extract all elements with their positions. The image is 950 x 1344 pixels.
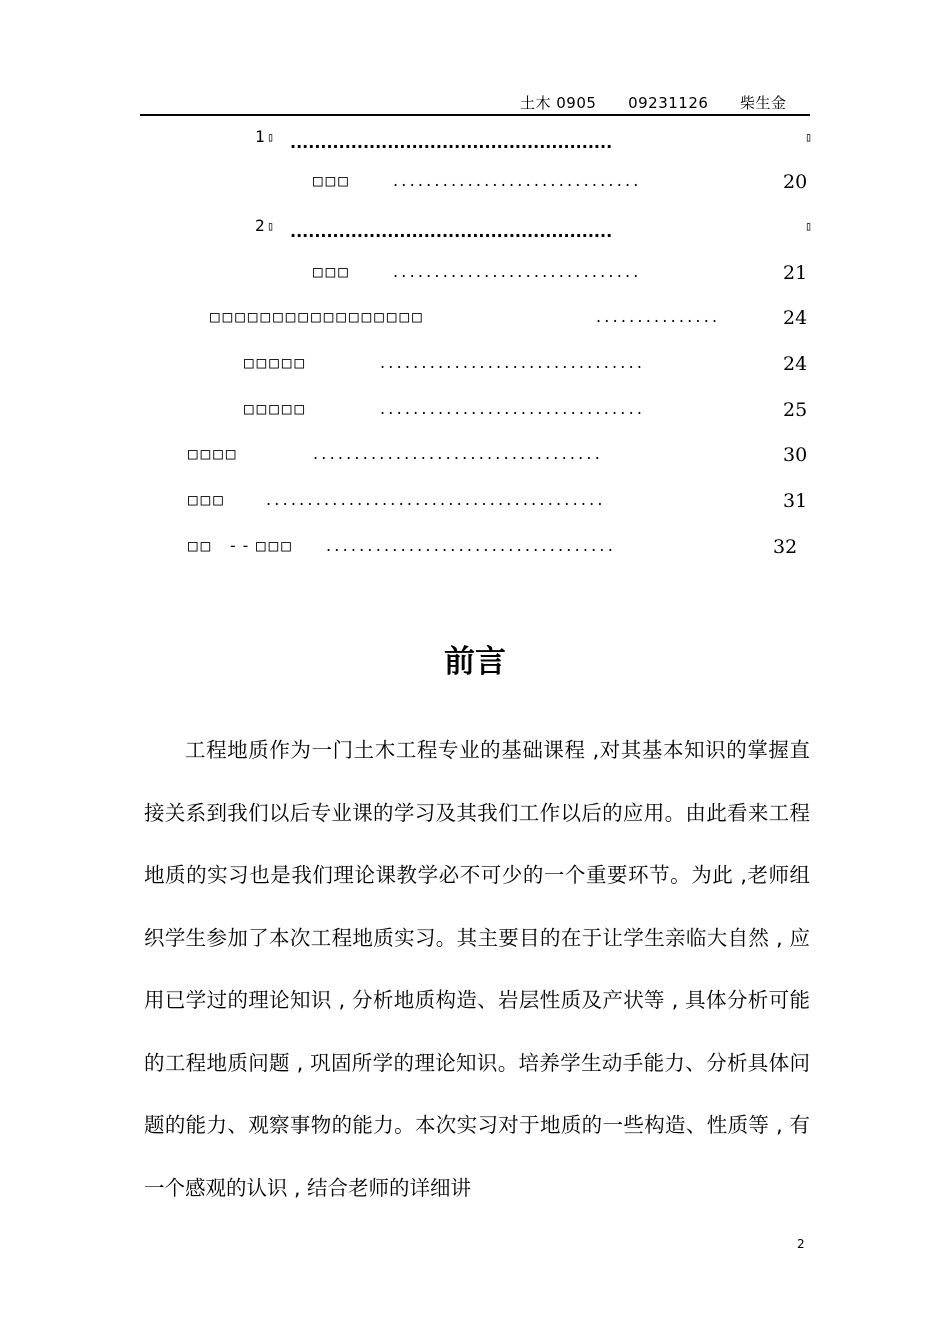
toc-entry[interactable] (313, 262, 813, 290)
toc-entry-leader: ................................ (380, 399, 646, 418)
toc-entry-label: □□□□□ (244, 399, 308, 418)
missing-glyph-icon: ▯ (805, 219, 816, 233)
toc-entry-label: 2 (255, 216, 268, 235)
missing-glyph-icon: ▯ (267, 219, 278, 233)
header-rule (140, 114, 810, 116)
toc-entry-label: □□□□ (188, 444, 239, 463)
toc-entry-label: □□□ (188, 490, 226, 509)
toc-entry[interactable] (188, 444, 813, 472)
toc-entry[interactable] (210, 307, 810, 335)
toc-entry[interactable] (313, 171, 813, 199)
section-title: 前言 (444, 644, 506, 680)
toc-entry-page: 32 (773, 536, 798, 558)
toc-entry-label: □□□ (313, 262, 351, 281)
toc-entry-page: 30 (783, 444, 808, 466)
toc-entry-label: □□□□□ (244, 353, 308, 372)
toc-entry-label: □□ (188, 536, 214, 555)
toc-entry[interactable] (255, 127, 815, 155)
toc-entry-page: 24 (783, 353, 808, 375)
toc-entry-page: 25 (783, 399, 808, 421)
toc-entry[interactable] (244, 353, 814, 381)
body-paragraph: 工程地质作为一门土木工程专业的基础课程 ,对其基本知识的掌握直接关系到我们以后专业课的学习及其我们工作以后的应用。由此看来工程地质的实习也是我们理论课教学必不可少的一个重要环节。为此 ,老师组织学生参加了本次工程地质实习。其主要目的在于让学生亲临大自然 , 应用已学过的理论知识 , 分析地质构造、岩层性质及产状等 , 具体分析可能的工程地质问题 , 巩固所学的理论知识。培养学生动手能力、分析具体问题的能力、观察事物的能力。本次实习对于地质的一些构造、性质等 , 有一个感观的认识 , 结合老师的详细讲 (144, 738, 810, 1200)
toc-entry-leader: ................................ (380, 353, 646, 372)
toc-entry[interactable] (188, 490, 813, 518)
toc-entry-page: 20 (783, 171, 808, 193)
toc-entry[interactable] (244, 399, 814, 427)
toc-entry-label: □□□□□□□□□□□□□□□□□ (210, 307, 425, 326)
toc-entry-label: □□□ (256, 536, 294, 555)
toc-entry-leader: ..................................................... (290, 133, 613, 152)
missing-glyph-icon: ▯ (805, 130, 816, 144)
toc-entry-page: 31 (783, 490, 808, 512)
header-name: 柴生金 (740, 94, 787, 112)
header-student-id: 09231126 (628, 94, 709, 112)
page-header (520, 92, 810, 113)
toc-entry-label: 1 (255, 127, 268, 146)
toc-entry-leader: .............................. (393, 262, 642, 281)
header-class: 土木 0905 (520, 94, 597, 112)
toc-entry-leader: .............................. (393, 171, 642, 190)
toc-entry-leader: ................................... (326, 536, 617, 555)
toc-entry-leader: ..................................................... (290, 222, 613, 241)
toc-entry[interactable] (255, 216, 815, 244)
toc-entry-label: □□□ (313, 171, 351, 190)
toc-entry-leader: ............... (596, 307, 721, 326)
page-number: 2 (797, 1237, 805, 1251)
toc-entry-page: 21 (783, 262, 808, 284)
toc-entry-dash: -- (228, 536, 254, 555)
toc-entry-leader: ................................... (313, 444, 604, 463)
toc-entry-leader: ......................................... (266, 490, 606, 509)
toc-entry[interactable] (188, 536, 800, 564)
missing-glyph-icon: ▯ (267, 130, 278, 144)
toc-entry-page: 24 (783, 307, 808, 329)
